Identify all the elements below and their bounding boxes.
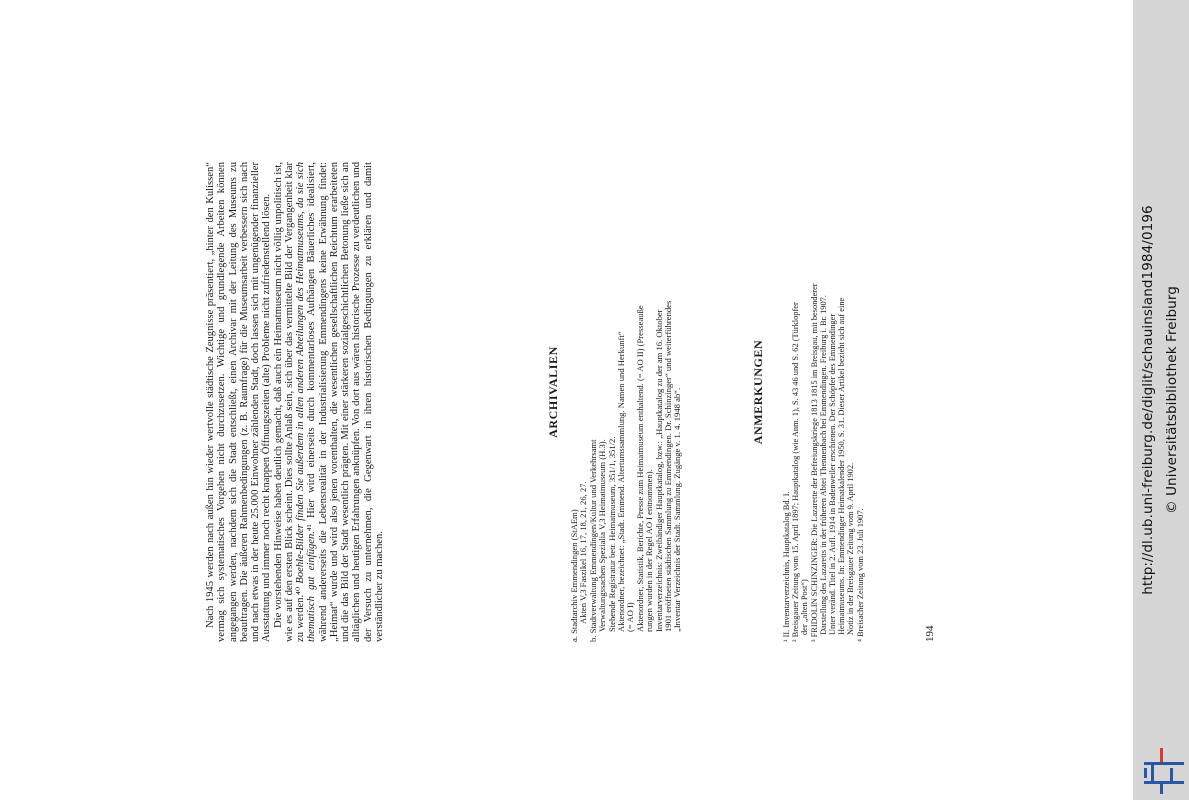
archivalien-heading: ARCHIVALIEN — [546, 346, 560, 438]
body-paragraph-2-emphasis: Boehle-Bilder finden Sie außerdem in allen anderen Abteilungen des Heimatmuseums, da sie sich thematisch gut einfügen. — [295, 161, 318, 642]
footnote-line: Darstellung des Lazaretts in der früheren Abtei Thennenbach bei Emmendingen. Freiburg i. Br. 1907. — [818, 295, 828, 635]
archivalien-list — [570, 142, 683, 642]
archivalien-line: Inventarverzeichnis: Zweibändiger Hauptkatalog, bzw.: „Hauptkatalog zu der am 16. Oktober — [653, 309, 664, 632]
archivalien-line: „Inventar Verzeichnis der Stadt. Sammlung. Zugänge v. 1. 4. 1948 ab“. — [672, 387, 683, 632]
body-paragraph-2-part-a: Die vorstehenden Hinweise haben deutlich gemacht, daß auch ein Heimatmuseum nicht völlig unpolitisch ist, wie es auf den ersten Blick scheint. Dies sollte Anlaß sein, sich über das vermittelte Bild der Vergangenheit klar zu werden.⁴⁰ — [272, 162, 306, 642]
archivalien-line: (= AO I) — [625, 602, 636, 632]
body-text — [205, 162, 385, 642]
ub-freiburg-logo-icon[interactable] — [1140, 748, 1184, 794]
source-url-link[interactable]: http://dl.ub.uni-freiburg.de/diglit/schauinsland1984/0196 — [1140, 205, 1156, 595]
anmerkungen-heading: ANMERKUNGEN — [751, 339, 765, 445]
archivalien-line: Stehende Registratur betr. Heimatmuseum, 351/1, 351/2. — [606, 436, 617, 632]
footnote-line: Heimatmuseums. In: Emmendinger Heimatkalender 1950, S. 31. Dieser Artikel bezieht sich auf eine — [837, 297, 847, 635]
archivalien-line: a. Stadtarchiv Emmendingen (StAEm) — [569, 509, 579, 642]
footnotes-list — [782, 142, 865, 642]
footnote-line: ¹ II. Inventarverzeichnis, Hauptkatalog Bd. I. — [782, 491, 791, 642]
archivalien-line: Verwaltungssachen Spezialia V,3 Heimatmuseum (H.3). — [597, 439, 608, 632]
footnote-line: der „alten Post“) — [800, 579, 810, 635]
copyright-notice: © Universitätsbibliothek Freiburg — [1164, 286, 1180, 514]
archivalien-line: Akten V,3 Faszikel 16, 17, 18, 21, 26, 27. — [578, 481, 589, 624]
footnote-line: ⁴ Breisacher Zeitung vom 23. Juli 1907. — [855, 508, 865, 642]
body-paragraph-1: Nach 1945 werden nach außen hin wieder wertvolle städtische Zeugnisse präsentiert, „hinter den Kulissen“ vermag sich systematisches Vorgehen nicht durchzusetzen. Wichtige und grundlegende Arbeiten können angegangen werden, nachdem sich die Stadt entschließt, einen Archivar mit der Leitung des Museums zu beauftragen. Die äußeren Rahmenbedingungen (z. B. Raumfrage) für die Museumsarbeit verbessern sich nach und nach etwas in der heute 25.000 Einwohner zählenden Stadt, doch lassen sich mit ungenügender finanzieller Ausstattung und immer noch recht knappen Öffnungszeiten (alte) Probleme nicht zufriedenstellend lösen. — [205, 162, 273, 642]
scanned-page — [191, 142, 951, 642]
footnote-line: Unter veränd. Titel in 2. Aufl. 1914 in Badenweiler erschienen. Der Schöpfer des Emmendinger — [828, 313, 838, 635]
archivalien-line: Aktenordner, Statistik, Berichte, Presse zum Heimatmuseum enthaltend. (= AO II) (Presseauße — [634, 305, 645, 632]
footnote-line: ² Breisgauer Zeitung vom 15. April 1897; Hauptkatalog (wie Anm. 1), S. 43 46 und S. 62 (Türklopfer — [791, 302, 801, 642]
footnote-line: ³ FRIDOLIN SCHINZINGER: Die Lazarette der Befreiungskriege 1813 1815 im Breisgau, mit besonderer — [809, 283, 819, 642]
archivalien-line: rungen wurden in der Regel AO I entnommen). — [644, 469, 655, 632]
archivalien-line: 1901 eröffneten städtischen Sammlung zu Emmendingen. Dr. Schinzinger“ und weiterführendes — [663, 300, 674, 632]
body-paragraph-2 — [273, 162, 386, 642]
archivalien-line: Aktenordner, bezeichnet: „Stadt. Emmend. Altertumssammlung. Namen und Herkunft“ — [616, 331, 627, 632]
page-number: 194 — [924, 625, 936, 642]
footnote-line: Notiz in der Breisgauer Zeitung vom 9. April 1902. — [846, 462, 856, 635]
body-paragraph-2-part-b: ⁴¹ Hier wird einerseits durch kommentarloses Aufhängen Bäuerliches idealisiert, während andererseits die Lebensrealität in der Industrialisierung Emmendingens keine Erwähnung findet: „Heimat“ wurde und wird also jenen vorenthalten, die wesentlichen gesellschaftlichen Reichtum erarbeiteten und die das Bild der Stadt wesentlich prägten. Mit einer stärkeren sozialgeschichtlichen Betonung ließe sich an alltäglichen und heutigen Erfahrungen anknüpfen. Von dort aus wären historische Prozesse zu verdeutlichen und der Versuch zu unternehmen, die Gegenwart in ihren historischen Bedingungen zu erklären und damit verständlicher zu machen. — [306, 161, 385, 642]
archivalien-line: b. Stadtverwaltung Emmendingen/Kultur und Verkehrsamt — [587, 439, 598, 642]
